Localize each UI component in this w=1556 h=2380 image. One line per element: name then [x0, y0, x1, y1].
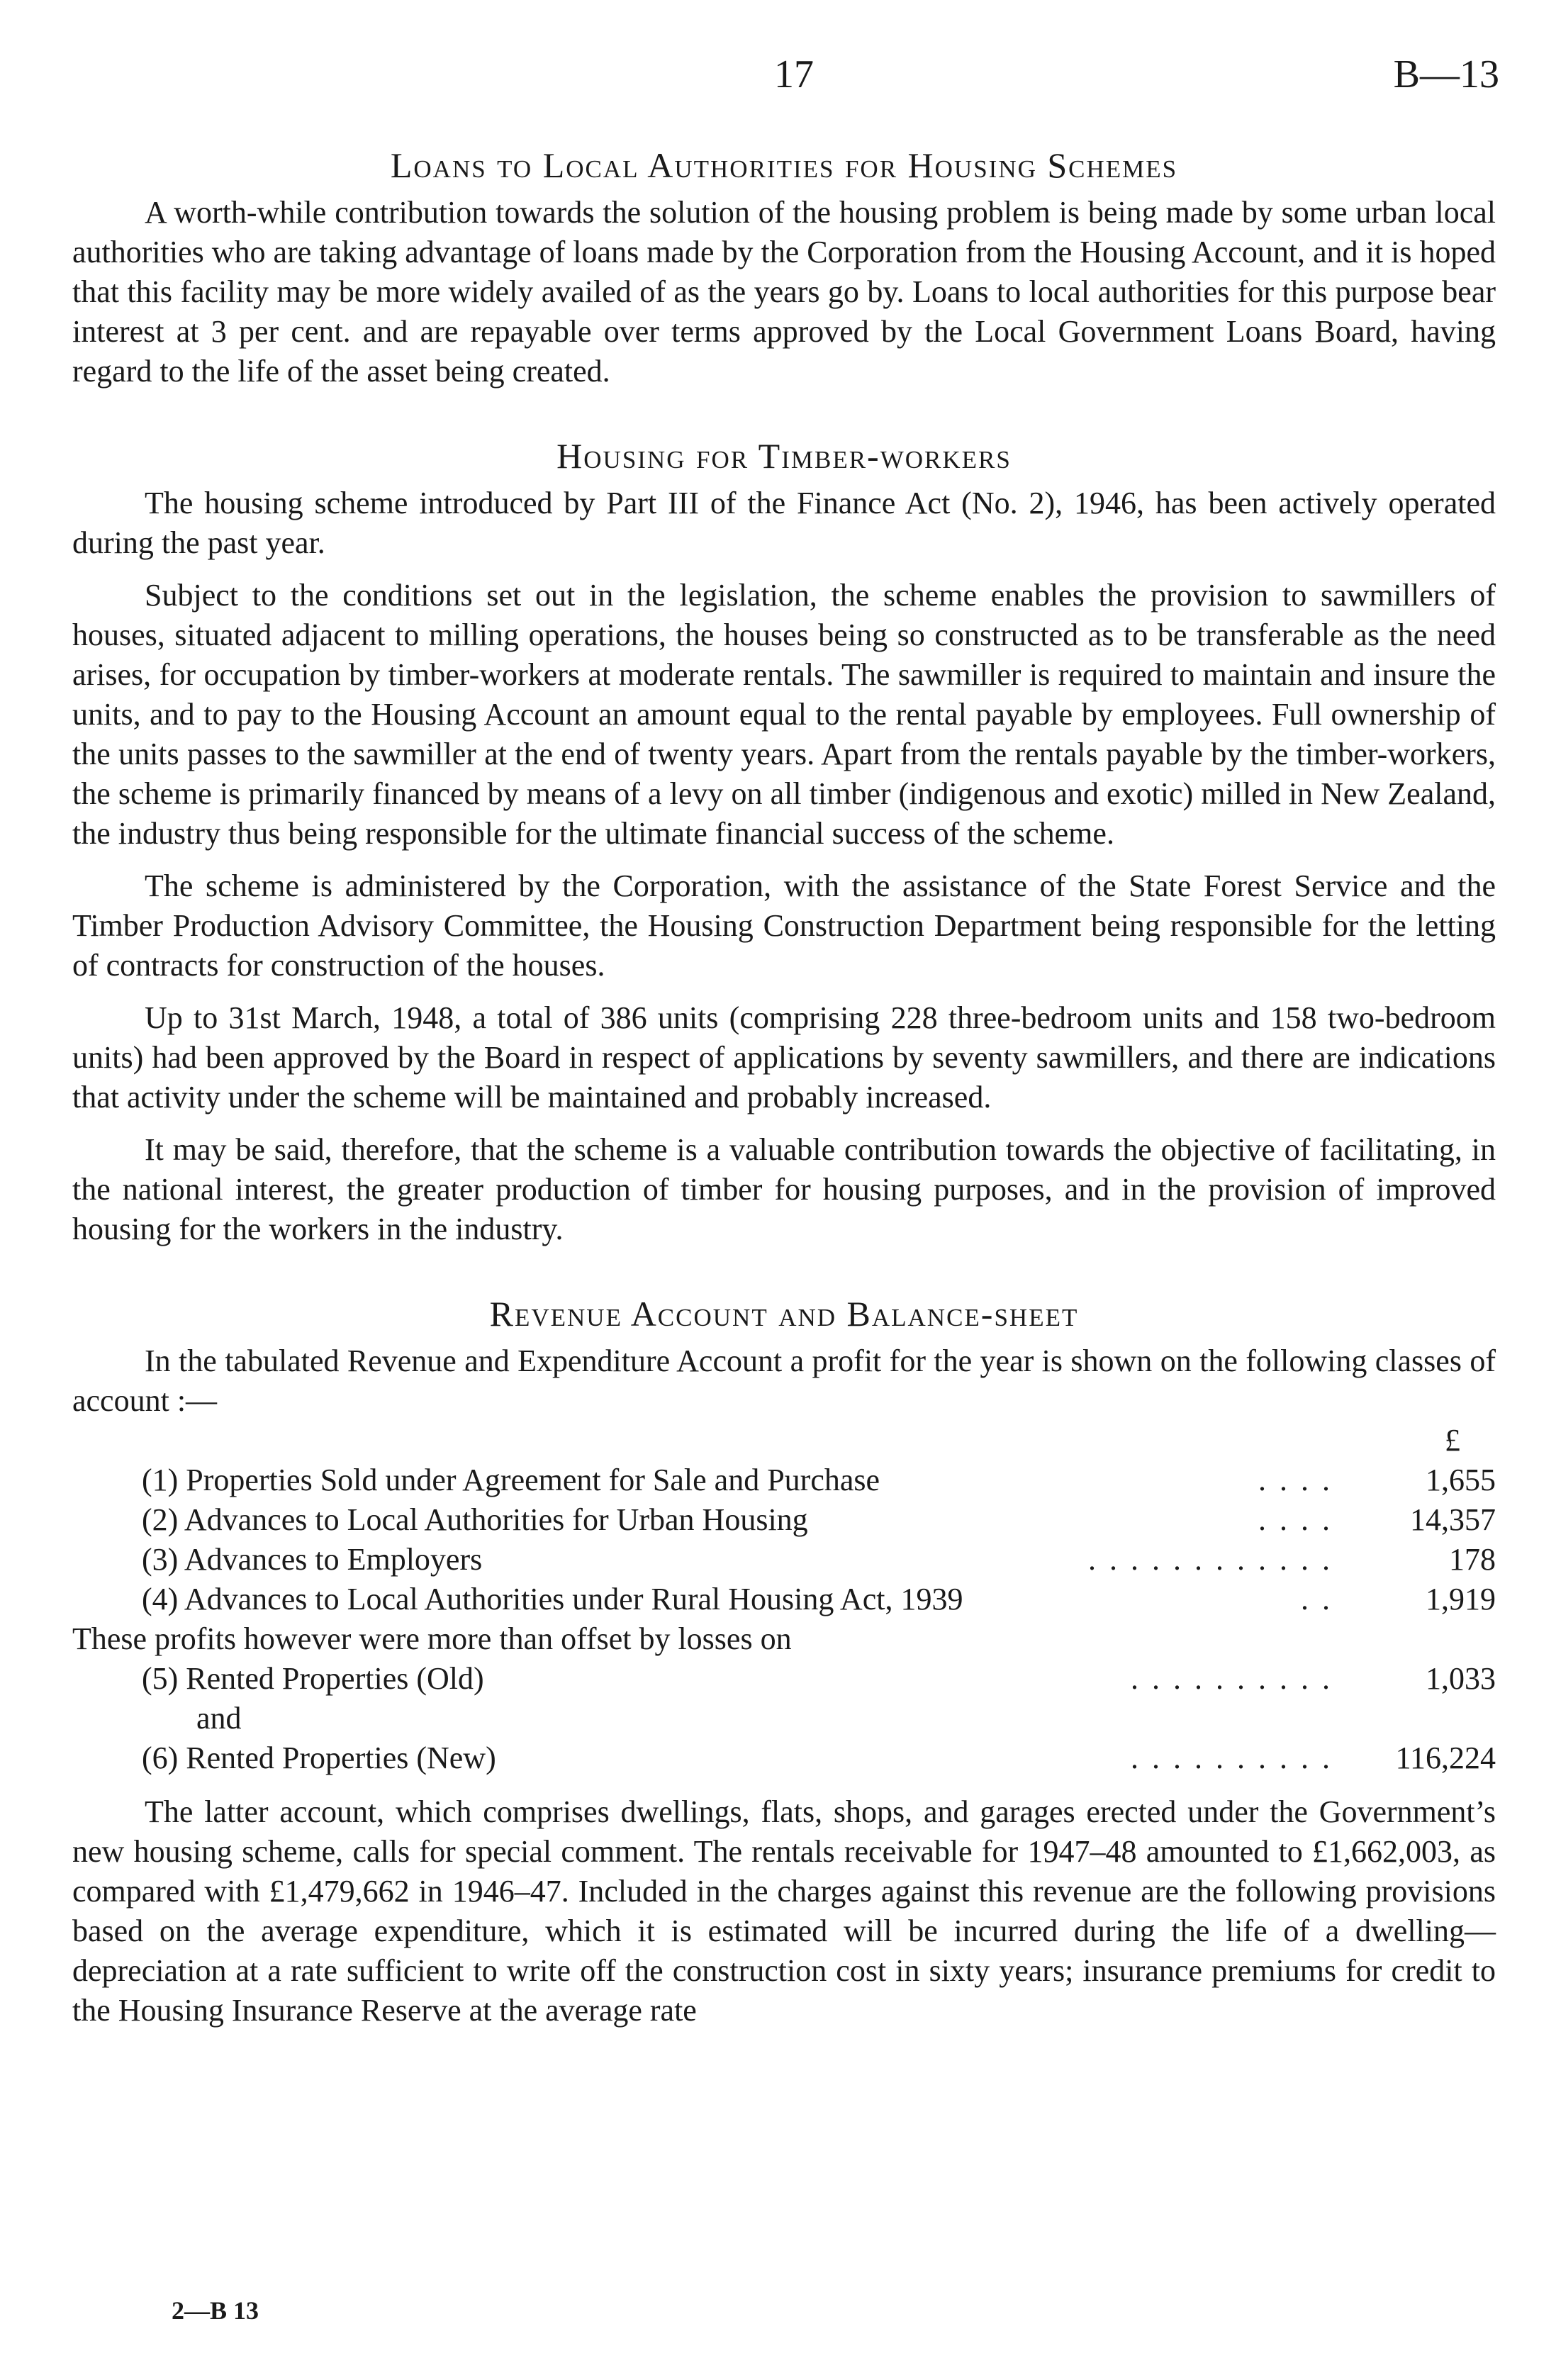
leader-dots: . . . . . . . . . . . .	[1088, 1542, 1333, 1577]
and-text: and	[196, 1701, 242, 1736]
section-heading-loans: Loans to Local Authorities for Housing Schemes	[390, 145, 1178, 185]
account-row	[72, 1580, 1496, 1619]
offset-text-row	[72, 1619, 1496, 1659]
account-label: (6) Rented Properties (New)	[142, 1741, 496, 1775]
paragraph-revenue-intro: In the tabulated Revenue and Expenditure Account a profit for the year is shown on the following classes of account :—	[72, 1343, 1496, 1418]
account-amount: 14,357	[1410, 1502, 1496, 1537]
account-label: (2) Advances to Local Authorities for Urban Housing	[142, 1502, 808, 1537]
account-amount: 178	[1449, 1542, 1496, 1577]
paragraph-timber-4: Up to 31st March, 1948, a total of 386 units (comprising 228 three-bedroom units and 158 two-bedroom units) had been approved by the Board in respect of applications by seventy sawmillers, and there are indications that activity under the scheme will be maintained and probably increased.	[72, 1000, 1496, 1114]
account-row	[72, 1460, 1496, 1500]
currency-symbol: £	[1445, 1423, 1460, 1458]
page-number: 17	[774, 52, 814, 96]
account-row	[72, 1540, 1496, 1580]
leader-dots: . . . . . . . . . .	[1131, 1741, 1333, 1775]
document-reference: B—13	[1393, 52, 1499, 96]
account-label: (3) Advances to Employers	[142, 1542, 483, 1577]
account-label: (1) Properties Sold under Agreement for Sale and Purchase	[142, 1463, 880, 1497]
account-amount: 116,224	[1395, 1741, 1496, 1775]
page-body	[72, 142, 1496, 2043]
account-label: (5) Rented Properties (Old)	[142, 1661, 484, 1696]
account-row	[72, 1738, 1496, 1778]
paragraph-timber-3: The scheme is administered by the Corporation, with the assistance of the State Forest Service and the Timber Production Advisory Committee, the Housing Construction Department being responsible for the letting of contracts for construction of the houses.	[72, 868, 1496, 983]
section-heading-timber: Housing for Timber-workers	[556, 436, 1012, 476]
leader-dots: . . . . . . . . . .	[1131, 1661, 1333, 1696]
profit-account-list	[72, 1421, 1496, 1778]
account-row	[72, 1500, 1496, 1540]
paragraph-timber-5: It may be said, therefore, that the scheme is a valuable contribution towards the objective of facilitating, in the national interest, the greater production of timber for housing purposes, and in the provision of improved housing for the workers in the industry.	[72, 1132, 1496, 1246]
paragraph-timber-2: Subject to the conditions set out in the legislation, the scheme enables the provision to sawmillers of houses, situated adjacent to milling operations, the houses being so constructed as to be transferable as the need arises, for occupation by timber-workers at moderate rentals. The sawmiller is required to maintain and insure the units, and to pay to the Housing Account an amount equal to the rental payable by employees. Full ownership of the units passes to the sawmiller at the end of twenty years. Apart from the rentals payable by the timber-workers, the scheme is primarily financed by means of a levy on all timber (indigenous and exotic) milled in New Zealand, the industry thus being responsible for the ultimate financial success of the scheme.	[72, 578, 1496, 851]
account-row	[72, 1659, 1496, 1699]
paragraph-timber-1: The housing scheme introduced by Part III of the Finance Act (No. 2), 1946, has been actively operated during the past year.	[72, 486, 1496, 560]
paragraph-revenue-2: The latter account, which comprises dwellings, flats, shops, and garages erected under the Government’s new housing scheme, calls for special comment. The rentals receivable for 1947–48 amounted to £1,662,003, as compared with £1,479,662 in 1946–47. Included in the charges against this revenue are the following provisions based on the average expenditure, which it is estimated will be incurred during the life of a dwelling—depreciation at a rate sufficient to write off the construction cost in sixty years; insurance premiums for credit to the Housing Insurance Reserve at the average rate	[72, 1794, 1496, 2028]
leader-dots: . . . .	[1258, 1463, 1333, 1497]
and-row	[72, 1699, 1496, 1738]
footer-signature: 2—B 13	[172, 2296, 259, 2325]
paragraph-loans: A worth-while contribution towards the solution of the housing problem is being made by some urban local authorities who are taking advantage of loans made by the Corporation from the Housing Account, and it is hoped that this facility may be more widely availed of as the years go by. Loans to local authorities for this purpose bear interest at 3 per cent. and are repayable over terms approved by the Local Government Loans Board, having regard to the life of the asset being created.	[72, 195, 1496, 389]
section-heading-revenue: Revenue Account and Balance-sheet	[489, 1294, 1079, 1334]
account-amount: 1,033	[1426, 1661, 1496, 1696]
account-amount: 1,655	[1426, 1463, 1496, 1497]
currency-header-row	[72, 1421, 1496, 1460]
offset-text: These profits however were more than offset by losses on	[72, 1621, 792, 1656]
leader-dots: . .	[1301, 1582, 1333, 1616]
leader-dots: . . . .	[1258, 1502, 1333, 1537]
account-label: (4) Advances to Local Authorities under Rural Housing Act, 1939	[142, 1582, 963, 1616]
account-amount: 1,919	[1426, 1582, 1496, 1616]
